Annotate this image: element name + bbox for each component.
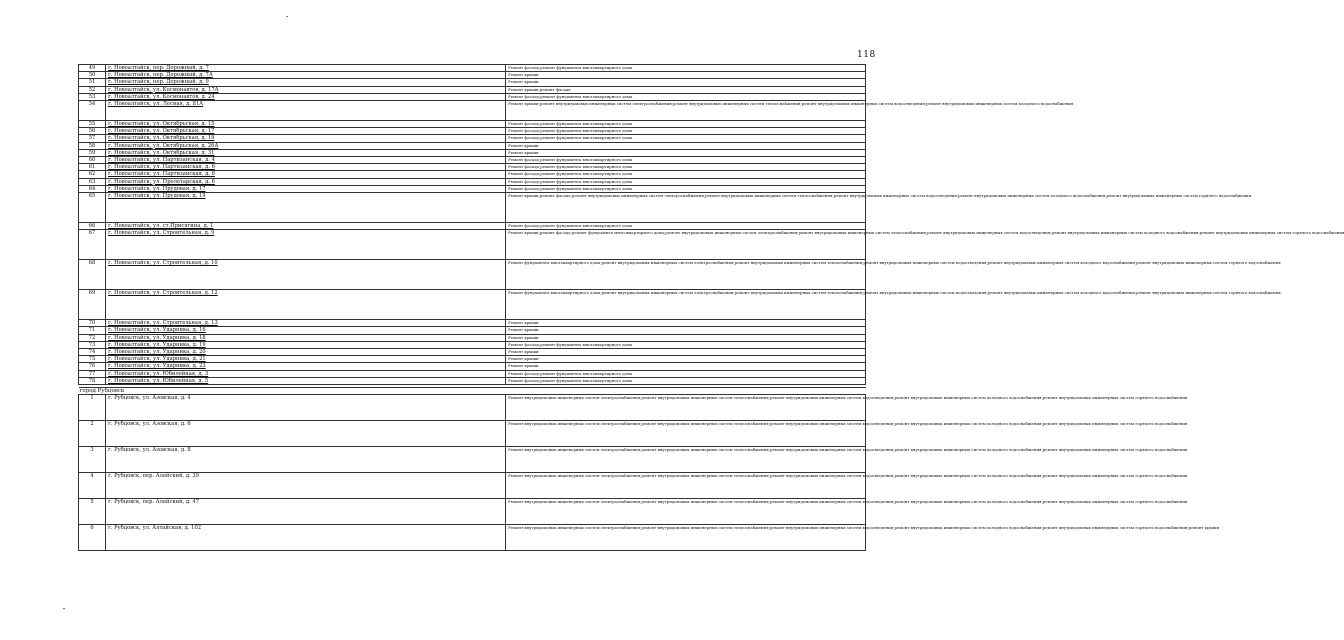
table-body-rubtsovsk xyxy=(79,395,1220,551)
table-row xyxy=(79,363,866,370)
row-works: Ремонт крыши;ремонт внутридомовых инженерных систем электроснабжения;ремонт внутридомовых инженерных систем теплоснабжения;ремонт внутридомовых инженерных систем водоотведения;ремонт внутридомовых инженерных систем холодного водоснабжения xyxy=(506,101,866,121)
row-works: Ремонт фасада;ремонт фундамента многоквартирного дома xyxy=(506,121,866,128)
row-address: г. Рубцовск, ул. Алтайская, д. 102 xyxy=(106,525,506,551)
row-number: 67 xyxy=(79,230,106,260)
row-works: Ремонт внутридомовых инженерных систем электроснабжения;ремонт внутридомовых инженерных систем теплоснабжения;ремонт внутридомовых инженерных систем водоотведения;ремонт внутридомовых инженерных систем холодного водоснабжения;ремонт внутридомовых инженерных систем горячего водоснабжения xyxy=(506,395,866,421)
table-row xyxy=(79,121,866,128)
table-row xyxy=(79,185,866,192)
table-row xyxy=(79,65,866,72)
row-works: Ремонт фасада;ремонт фундамента многоквартирного дома xyxy=(506,65,866,72)
scan-speck xyxy=(63,608,65,609)
table-row xyxy=(79,128,866,135)
row-address: г. Новоалтайск, пер. Дорожный, д. 7 xyxy=(106,65,506,72)
row-works: Ремонт крыши xyxy=(506,149,866,156)
row-works: Ремонт крыши xyxy=(506,349,866,356)
table-row xyxy=(79,171,866,178)
row-number: 70 xyxy=(79,320,106,327)
row-number: 68 xyxy=(79,260,106,290)
row-number: 74 xyxy=(79,349,106,356)
row-works: Ремонт внутридомовых инженерных систем электроснабжения;ремонт внутридомовых инженерных систем теплоснабжения;ремонт внутридомовых инженерных систем водоотведения;ремонт внутридомовых инженерных систем холодного водоснабжения;ремонт внутридомовых инженерных систем горячего водоснабжения xyxy=(506,421,866,447)
row-works: Ремонт фасада;ремонт фундамента многоквартирного дома xyxy=(506,370,866,377)
row-works: Ремонт внутридомовых инженерных систем электроснабжения;ремонт внутридомовых инженерных систем теплоснабжения;ремонт внутридомовых инженерных систем водоотведения;ремонт внутридомовых инженерных систем холодного водоснабжения;ремонт внутридомовых инженерных систем горячего водоснабжения xyxy=(506,447,866,473)
table-row xyxy=(79,164,866,171)
table-row xyxy=(79,149,866,156)
row-address: г. Рубцовск, пер. Алейский, д. 47 xyxy=(106,499,506,525)
row-address: г. Новоалтайск, ул. Ударника, д. 23 xyxy=(106,363,506,370)
row-works: Ремонт внутридомовых инженерных систем электроснабжения;ремонт внутридомовых инженерных систем теплоснабжения;ремонт внутридомовых инженерных систем водоотведения;ремонт внутридомовых инженерных систем холодного водоснабжения;ремонт внутридомовых инженерных систем горячего водоснабжения xyxy=(506,499,866,525)
table-row xyxy=(79,93,866,100)
row-number: 54 xyxy=(79,101,106,121)
row-address: г. Новоалтайск, ул. Строительная, д. 12 xyxy=(106,290,506,320)
row-number: 72 xyxy=(79,334,106,341)
table-row xyxy=(79,525,866,551)
row-number: 64 xyxy=(79,185,106,192)
row-works: Ремонт фасада;ремонт фундамента многоквартирного дома xyxy=(506,157,866,164)
scan-speck xyxy=(286,16,288,17)
row-number: 6 xyxy=(79,525,106,551)
row-works: Ремонт фасада;ремонт фундамента многоквартирного дома xyxy=(506,135,866,142)
table-row xyxy=(79,395,866,421)
row-number: 77 xyxy=(79,370,106,377)
table-row xyxy=(79,473,866,499)
row-number: 66 xyxy=(79,223,106,230)
row-works: Ремонт крыши xyxy=(506,72,866,79)
row-address: г. Новоалтайск, ул. Космонавтов, д. 17А xyxy=(106,86,506,93)
row-address: г. Новоалтайск, ул. Октябрьская, д. 31 xyxy=(106,149,506,156)
row-address: г. Новоалтайск, ул. Партизанская, д. 6 xyxy=(106,164,506,171)
table-row xyxy=(79,349,866,356)
row-works: Ремонт фасада;ремонт фундамента многоквартирного дома xyxy=(506,178,866,185)
row-address: г. Новоалтайск, ул. Ударника, д. 16 xyxy=(106,327,506,334)
row-works: Ремонт крыши xyxy=(506,334,866,341)
table-row xyxy=(79,356,866,363)
row-works: Ремонт внутридомовых инженерных систем электроснабжения;ремонт внутридомовых инженерных систем теплоснабжения;ремонт внутридомовых инженерных систем водоотведения;ремонт внутридомовых инженерных систем холодного водоснабжения;ремонт внутридомовых инженерных систем горячего водоснабжения;ремонт крыши xyxy=(506,525,866,551)
row-address: г. Новоалтайск, ул. Юбилейная, д. 3 xyxy=(106,370,506,377)
row-number: 71 xyxy=(79,327,106,334)
table-row xyxy=(79,72,866,79)
table-row xyxy=(79,142,866,149)
row-address: г. Новоалтайск, ул. Октябрьская, д. 19 xyxy=(106,135,506,142)
row-number: 75 xyxy=(79,356,106,363)
table-row xyxy=(79,86,866,93)
row-number: 63 xyxy=(79,178,106,185)
row-address: г. Новоалтайск, ул. Октябрьская, д. 26А xyxy=(106,142,506,149)
table-row xyxy=(79,178,866,185)
table-body-novoaltaysk xyxy=(79,65,1344,385)
row-address: г. Новоалтайск, ул. Космонавтов, д. 24 xyxy=(106,93,506,100)
row-address: г. Новоалтайск, ул. Пролетарская, д. 6 xyxy=(106,178,506,185)
row-number: 52 xyxy=(79,86,106,93)
row-number: 53 xyxy=(79,93,106,100)
row-number: 2 xyxy=(79,421,106,447)
row-address: г. Новоалтайск, ул. Прудовая, д. 19 xyxy=(106,193,506,223)
row-number: 55 xyxy=(79,121,106,128)
table-row xyxy=(79,377,866,384)
row-address: г. Новоалтайск, ул. Лесная, д. 81А xyxy=(106,101,506,121)
row-number: 76 xyxy=(79,363,106,370)
table-row xyxy=(79,341,866,348)
table-row xyxy=(79,421,866,447)
row-works: Ремонт крыши xyxy=(506,142,866,149)
row-works: Ремонт фасада;ремонт фундамента многоквартирного дома xyxy=(506,171,866,178)
row-address: г. Новоалтайск, ул. Строительная, д. 13 xyxy=(106,320,506,327)
row-number: 5 xyxy=(79,499,106,525)
table-row xyxy=(79,223,866,230)
row-number: 61 xyxy=(79,164,106,171)
row-works: Ремонт внутридомовых инженерных систем электроснабжения;ремонт внутридомовых инженерных систем теплоснабжения;ремонт внутридомовых инженерных систем водоотведения;ремонт внутридомовых инженерных систем холодного водоснабжения;ремонт внутридомовых инженерных систем горячего водоснабжения xyxy=(506,473,866,499)
row-works: Ремонт фасада;ремонт фундамента многоквартирного дома xyxy=(506,377,866,384)
row-address: г. Новоалтайск, ул. ст.Присягина, д. 1 xyxy=(106,223,506,230)
table-row xyxy=(79,290,866,320)
page-number: 118 xyxy=(857,50,876,60)
row-address: г. Новоалтайск, ул. Ударника, д. 19 xyxy=(106,341,506,348)
row-works: Ремонт фасада;ремонт фундамента многоквартирного дома xyxy=(506,341,866,348)
row-number: 4 xyxy=(79,473,106,499)
row-works: Ремонт крыши xyxy=(506,356,866,363)
row-address: г. Новоалтайск, ул. Строительная, д. 9 xyxy=(106,230,506,260)
row-number: 51 xyxy=(79,79,106,86)
row-works: Ремонт крыши;ремонт фасада xyxy=(506,86,866,93)
row-address: г. Новоалтайск, ул. Октябрьская, д. 17 xyxy=(106,128,506,135)
row-works: Ремонт фасада;ремонт фундамента многоквартирного дома xyxy=(506,185,866,192)
row-address: г. Рубцовск, ул. Азовская, д. 4 xyxy=(106,395,506,421)
table-row xyxy=(79,327,866,334)
row-number: 65 xyxy=(79,193,106,223)
row-number: 69 xyxy=(79,290,106,320)
table-row xyxy=(79,447,866,473)
row-address: г. Рубцовск, пер. Алейский, д. 39 xyxy=(106,473,506,499)
row-works: Ремонт фасада;ремонт фундамента многоквартирного дома xyxy=(506,128,866,135)
row-address: г. Рубцовск, ул. Азовская, д. 8 xyxy=(106,447,506,473)
repair-works-table xyxy=(78,64,1344,551)
row-works: Ремонт фундамента многоквартирного дома;ремонт внутридомовых инженерных систем электроснабжения;ремонт внутридомовых инженерных систем теплоснабжения;ремонт внутридомовых инженерных систем водоотведения;ремонт внутридомовых инженерных систем холодного водоснабжения;ремонт внутридомовых инженерных систем горячего водоснабжения xyxy=(506,260,866,290)
row-works: Ремонт крыши xyxy=(506,79,866,86)
row-number: 73 xyxy=(79,341,106,348)
section-header-row xyxy=(79,388,866,395)
table-row xyxy=(79,499,866,525)
row-works: Ремонт фасада;ремонт фундамента многоквартирного дома xyxy=(506,93,866,100)
table-row xyxy=(79,193,866,223)
row-works: Ремонт крыши;ремонт фасада;ремонт внутридомовых инженерных систем электроснабжения;ремонт внутридомовых инженерных систем теплоснабжения;ремонт внутридомовых инженерных систем водоотведения;ремонт внутридомовых инженерных систем холодного водоснабжения;ремонт внутридомовых инженерных систем горячего водоснабжения xyxy=(506,193,866,223)
row-works: Ремонт фасада;ремонт фундамента многоквартирного дома xyxy=(506,164,866,171)
section-header-group xyxy=(79,385,866,395)
row-number: 49 xyxy=(79,65,106,72)
row-address: г. Новоалтайск, ул. Ударника, д. 18 xyxy=(106,334,506,341)
row-address: г. Новоалтайск, ул. Прудовая, д. 17 xyxy=(106,185,506,192)
row-number: 60 xyxy=(79,157,106,164)
row-number: 78 xyxy=(79,377,106,384)
section-title: город Рубцовск xyxy=(79,388,866,395)
row-works: Ремонт фасада;ремонт фундамента многоквартирного дома xyxy=(506,223,866,230)
row-works: Ремонт фундамента многоквартирного дома;ремонт внутридомовых инженерных систем электроснабжения;ремонт внутридомовых инженерных систем теплоснабжения;ремонт внутридомовых инженерных систем водоотведения;ремонт внутридомовых инженерных систем холодного водоснабжения;ремонт внутридомовых инженерных систем горячего водоснабжения xyxy=(506,290,866,320)
row-address: г. Новоалтайск, ул. Октябрьская, д. 15 xyxy=(106,121,506,128)
row-address: г. Новоалтайск, ул. Партизанская, д. 8 xyxy=(106,171,506,178)
table-row xyxy=(79,157,866,164)
table-row xyxy=(79,370,866,377)
table-row xyxy=(79,101,866,121)
row-number: 3 xyxy=(79,447,106,473)
row-address: г. Рубцовск, ул. Азовская, д. 6 xyxy=(106,421,506,447)
row-number: 50 xyxy=(79,72,106,79)
row-number: 58 xyxy=(79,142,106,149)
row-address: г. Новоалтайск, ул. Партизанская, д. 4 xyxy=(106,157,506,164)
row-works: Ремонт крыши xyxy=(506,363,866,370)
row-number: 62 xyxy=(79,171,106,178)
row-address: г. Новоалтайск, ул. Ударника, д. 20 xyxy=(106,349,506,356)
row-address: г. Новоалтайск, ул. Строительная, д. 10 xyxy=(106,260,506,290)
row-address: г. Новоалтайск, пер. Дорожный, д. 7А xyxy=(106,72,506,79)
table-row xyxy=(79,334,866,341)
row-address: г. Новоалтайск, пер. Дорожный, д. 9 xyxy=(106,79,506,86)
row-works: Ремонт крыши;ремонт фасада;ремонт фундамента многоквартирного дома;ремонт внутридомовых инженерных систем электроснабжения;ремонт внутридомовых инженерных систем теплоснабжения;ремонт внутридомовых инженерных систем водоотведения;ремонт внутридомовых инженерных систем холодного водоснабжения;ремонт внутридомовых инженерных систем горячего водоснабжения xyxy=(506,230,866,260)
table-row xyxy=(79,320,866,327)
row-number: 57 xyxy=(79,135,106,142)
table-row xyxy=(79,230,866,260)
table-row xyxy=(79,135,866,142)
row-number: 59 xyxy=(79,149,106,156)
row-address: г. Новоалтайск, ул. Юбилейная, д. 5 xyxy=(106,377,506,384)
row-number: 56 xyxy=(79,128,106,135)
row-address: г. Новоалтайск, ул. Ударника, д. 21 xyxy=(106,356,506,363)
row-works: Ремонт крыши xyxy=(506,320,866,327)
row-number: 1 xyxy=(79,395,106,421)
table-row xyxy=(79,260,866,290)
table-row xyxy=(79,79,866,86)
row-works: Ремонт крыши xyxy=(506,327,866,334)
